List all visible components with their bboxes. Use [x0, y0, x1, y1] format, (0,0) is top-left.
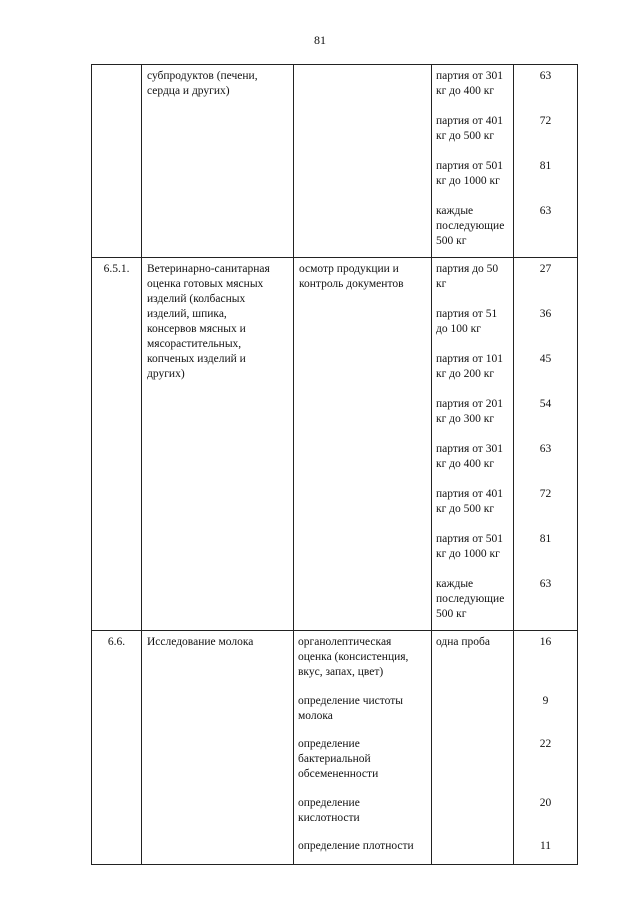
price: 63: [539, 205, 552, 217]
row-name: Исследование молока: [147, 636, 254, 648]
lot-size: партия от 401 кг до 500 кг: [436, 488, 503, 515]
row-name: субпродуктов (печени, сердца и других): [147, 70, 258, 97]
price: 36: [539, 308, 552, 320]
lot-size: партия от 501 кг до 1000 кг: [436, 533, 503, 560]
row-code: 6.5.1.: [92, 258, 142, 631]
price: 63: [539, 443, 552, 455]
lot-size: партия до 50 кг: [436, 263, 499, 290]
row-code: 6.6.: [92, 631, 142, 865]
lot-size: партия от 401 кг до 500 кг: [436, 115, 503, 142]
price: 63: [539, 578, 552, 590]
lot-size: партия от 51 до 100 кг: [436, 308, 498, 335]
lot-size: партия от 301 кг до 400 кг: [436, 443, 503, 470]
row-method: определение чистоты молока: [298, 695, 403, 722]
price-table: [91, 64, 578, 865]
price: 81: [539, 533, 552, 545]
row-method: органолептическая оценка (консистенция, вкус, запах, цвет): [298, 636, 409, 678]
price: 16: [539, 636, 552, 648]
price: 9: [542, 695, 549, 707]
price: 45: [539, 353, 552, 365]
price: 63: [539, 70, 552, 82]
price: 72: [539, 115, 552, 127]
lot-size: партия от 201 кг до 300 кг: [436, 398, 503, 425]
lot-size: каждые последующие 500 кг: [436, 205, 505, 247]
price: 27: [539, 263, 552, 275]
price: 54: [539, 398, 552, 410]
row-method: [294, 65, 432, 258]
row-method: определение кислотности: [298, 797, 360, 824]
row-method: осмотр продукции и контроль документов: [299, 263, 404, 290]
lot-size: партия от 301 кг до 400 кг: [436, 70, 503, 97]
lot-size: партия от 501 кг до 1000 кг: [436, 160, 503, 187]
page-number: 81: [314, 33, 326, 47]
lot-size: одна проба: [436, 636, 491, 648]
table-row: [92, 258, 578, 631]
table-row: [92, 65, 578, 258]
price: 11: [539, 840, 552, 852]
price: 22: [539, 738, 552, 750]
price: 20: [539, 797, 552, 809]
price: 81: [539, 160, 552, 172]
row-code: [92, 65, 142, 258]
row-name: Ветеринарно-санитарная оценка готовых мясных изделий (колбасных изделий, шпика, консервов мясных и мясорастительных, копченых изделий и других): [147, 263, 270, 380]
price: 72: [539, 488, 552, 500]
row-method: определение бактериальной обсемененности: [298, 738, 379, 780]
lot-size: партия от 101 кг до 200 кг: [436, 353, 503, 380]
lot-size: каждые последующие 500 кг: [436, 578, 505, 620]
row-method: определение плотности: [298, 840, 414, 852]
table-row: [92, 631, 578, 865]
